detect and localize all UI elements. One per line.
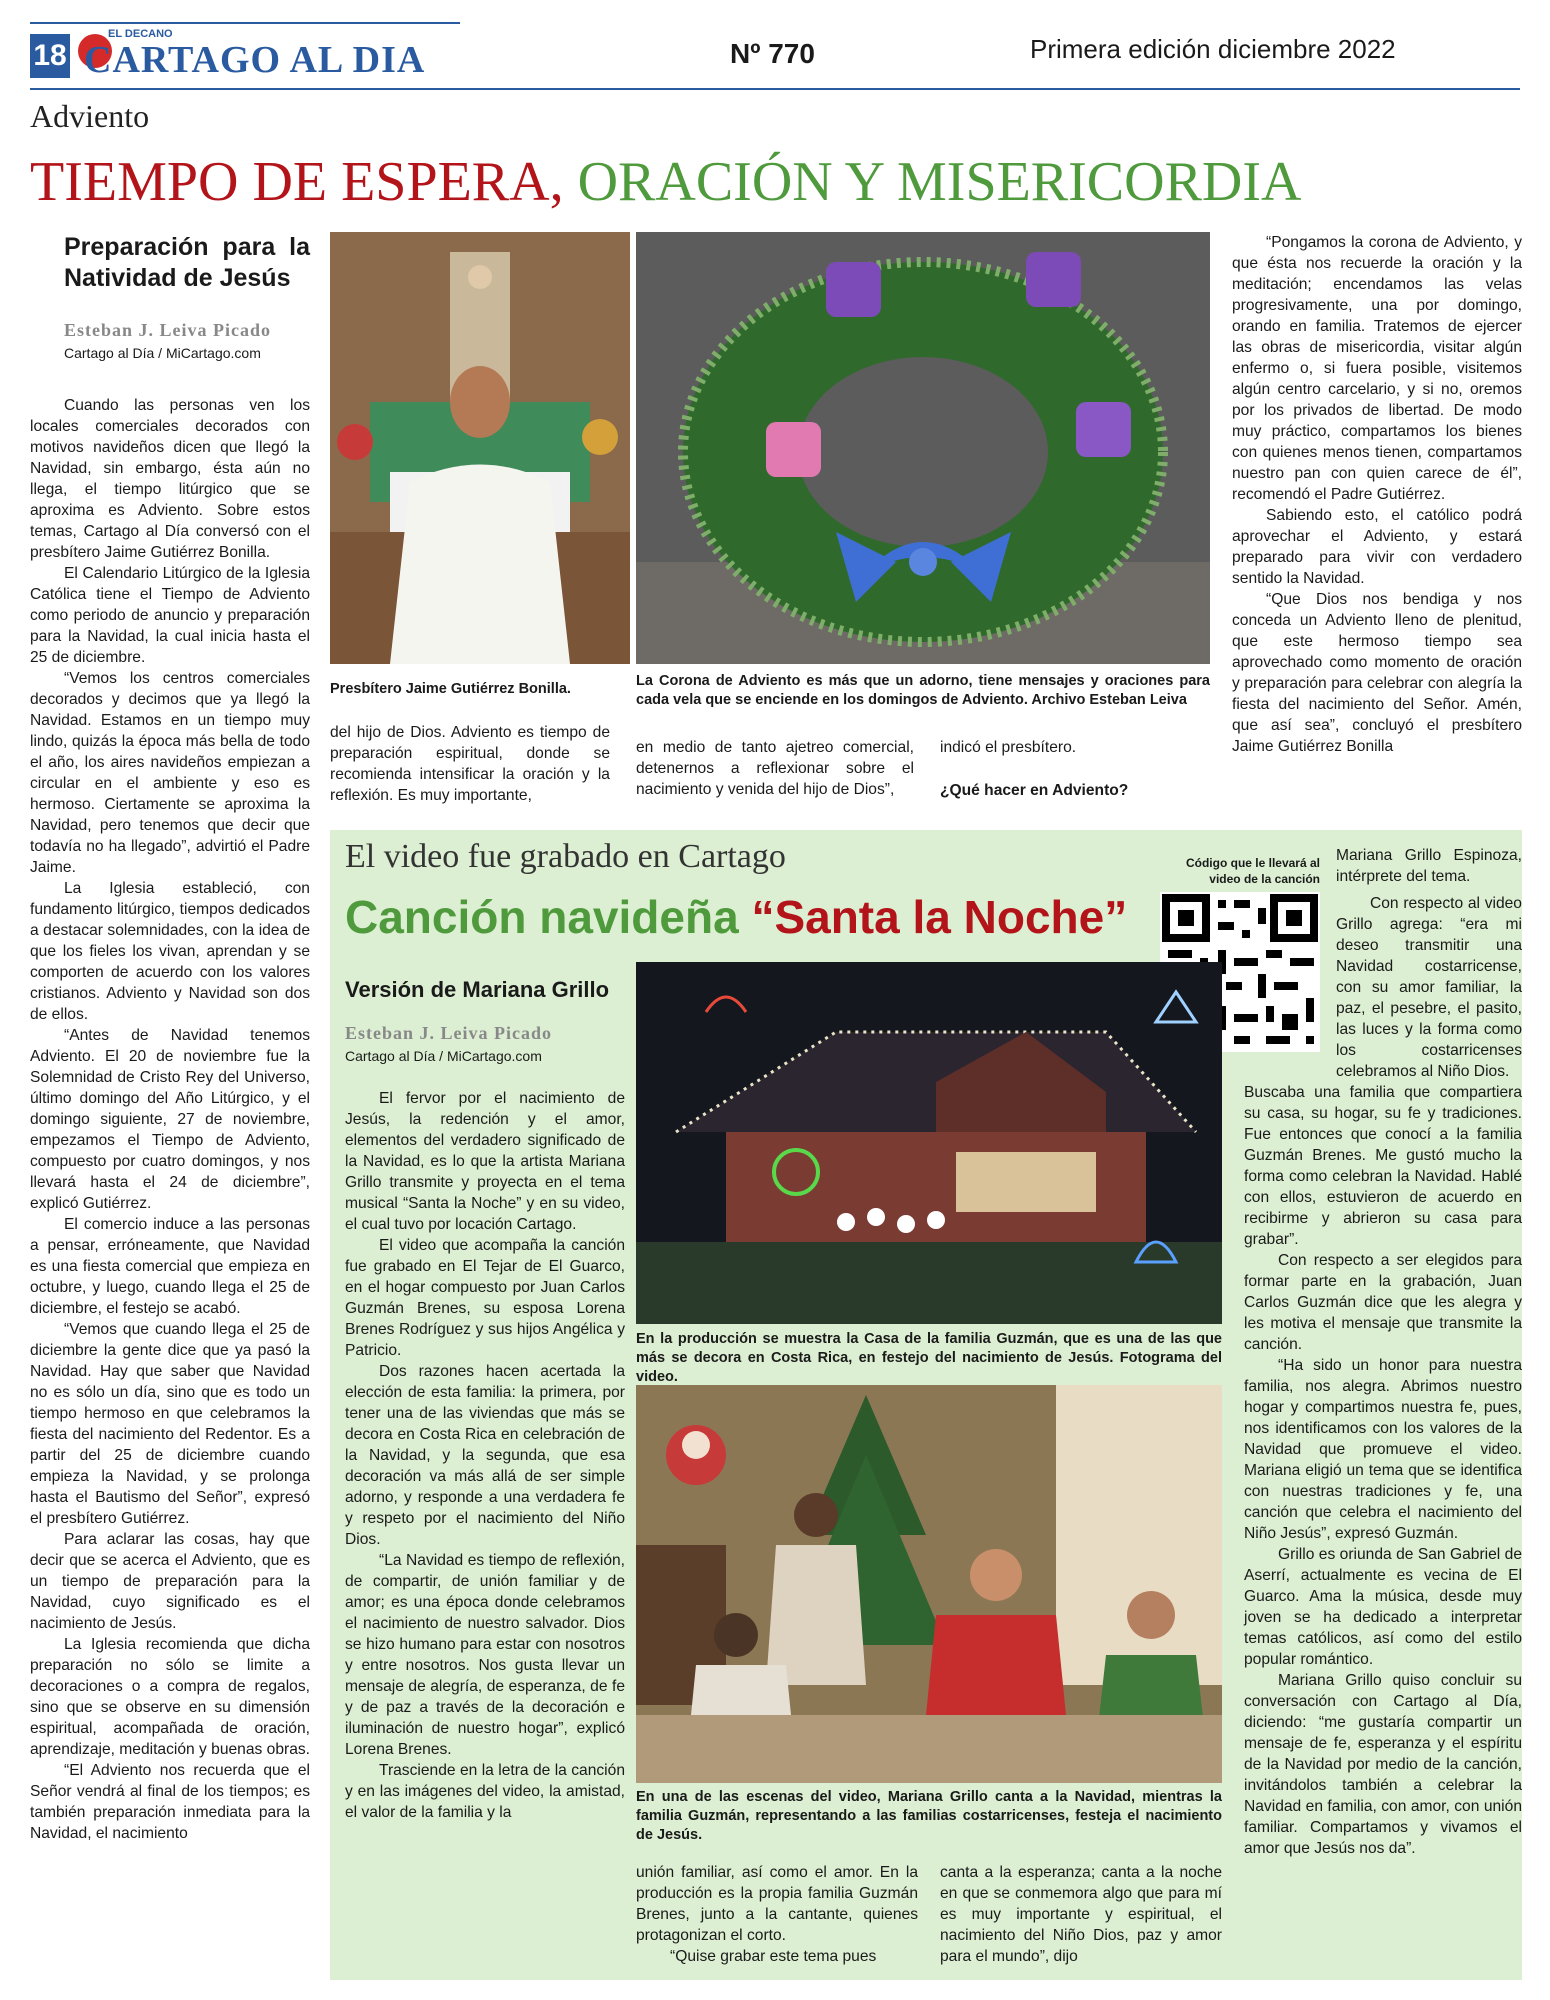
article2-col1-paragraph: El video que acompaña la canción fue grabado en El Tejar de El Guarco, en el hogar compuesto por Juan Carlos Guzmán Brenes, su esposa Lorena Brenes Rodríguez y sus hijos Angélica y Patricio. [345,1237,625,1359]
article1-col1-paragraph: La Iglesia recomienda que dicha preparación no sólo se limite a decoraciones o a compra de regalos, sino que se observe en su dimensión espiritual, acompañada de oración, aprendizaje, meditación y buenas obras. [30,1636,310,1758]
article2-col4-narrow [1336,893,1522,1082]
article2-author: Esteban J. Leiva Picado [345,1023,553,1043]
article1-col1 [30,232,310,1844]
header-rule [30,22,460,24]
headline-red: TIEMPO DE ESPERA, [30,151,564,213]
article1-col1-paragraph: Para aclarar las cosas, hay que decir que se acerca el Adviento, que es un tiempo de preparación para la Navidad, cuyo significado es el nacimiento de Jesús. [30,1531,310,1632]
article1-col1-paragraph: “Vemos que cuando llega el 25 de diciembre la gente dice que ya pasó la Navidad. Hay que saber que Navidad no es sólo un día, sino que es todo un tiempo hermoso en que celebramos la fiesta del nacimiento del Redentor. Es a partir del 25 de diciembre cuando empieza la Navidad, y se prolonga hasta el Bautismo del Señor”, expresó el presbítero Gutiérrez. [30,1321,310,1527]
article2-col4-paragraph: Buscaba una familia que compartiera su casa, su hogar, su fe y tradiciones. Fue entonces que conocí a la familia Guzmán Brenes. Me gustó mucho la forma como celebran la Navidad. Hablé con ellos, estuvieron de acuerdo en recibirme y abrieron su casa para grabar”. [1244,1084,1522,1248]
article2-col1-body [345,1088,625,1823]
page-headline [30,150,1301,214]
house-caption: En la producción se muestra la Casa de la familia Guzmán, que es una de las que más se decora en Costa Rica, en festejo del nacimiento de Jesús. Fotograma del video. [636,1331,1222,1385]
article1-col1-paragraph: El comercio induce a las personas a pensar, erróneamente, que Navidad es una fiesta comercial que empieza en octubre, y luego, cuando llega el 25 de diciembre, el festejo se acabó. [30,1216,310,1317]
article1-col4-subhead: ¿Qué hacer en Adviento? [940,782,1129,799]
decorated-house-photo [636,962,1222,1324]
article2-col2 [636,1862,918,1967]
article2-subhead: Versión de Mariana Grillo [345,977,610,1002]
article1-col2 [330,722,610,806]
article1-col1-paragraph: La Iglesia estableció, con fundamento litúrgico, tiempos dedicados a destacar solemnidades, con la idea de que los fieles los vivan, aprendan y se comporten de acuerdo con los valores cristianos. Adviento y Navidad son dos de ellos. [30,880,310,1023]
article2-col1-paragraph: El fervor por el nacimiento de Jesús, la redención y el amor, elementos del verdadero significado de la Navidad, es lo que la artista Mariana Grillo transmite y proyecta en el tema musical “Santa la Noche” y en su video, el cual tuvo por locación Cartago. [345,1090,625,1233]
article1-col4-text: indicó el presbítero. [940,739,1077,756]
header-divider [30,88,1520,90]
article2-col1 [345,975,625,1823]
article2-col4-paragraph: Mariana Grillo quiso concluir su conversación con Cartago al Día, diciendo: “me gustaría compartir un mensaje de fe, esperanza y el espíritu de la Navidad por medio de la canción, invitándolos también a celebrar la Navidad en familia, con amor, con unión familiar. Compartamos y vivamos el amor que Jesús nos da”. [1244,1672,1522,1857]
article2-title-green: Canción navideña [345,891,752,943]
article2-col4 [1244,1082,1522,1859]
article1-col5-paragraph: “Que Dios nos bendiga y nos conceda un Adviento lleno de plenitud, que este hermoso tiempo sea aprovechado como momento de oración y preparación para celebrar con alegría la fiesta del nacimiento del Señor. Amén, que así sea”, concluyó el presbítero Jaime Gutiérrez Bonilla [1232,591,1522,755]
article1-col5-body [1232,232,1522,757]
article2-col4-narrow-text: Con respecto al video Grillo agrega: “era mi deseo transmitir una Navidad costarricense, con su amor familiar, la paz, el pesebre, el pasito, las luces y la forma como los costarricenses celebramos al Niño Dios. [1336,895,1522,1080]
article1-col1-paragraph: Cuando las personas ven los locales comerciales decorados con motivos navideños dicen que llegó la Navidad, sin embargo, ésta aún no llega, el tiempo litúrgico que se aproxima es Adviento. Sobre estos temas, Cartago al Día conversó con el presbítero Jaime Gutiérrez Bonilla. [30,397,310,561]
family-caption: En una de las escenas del video, Mariana Grillo canta a la Navidad, mientras la familia Guzmán, representando a las familias costarricenses, festeja el nacimiento de Jesús. [636,1789,1222,1843]
qr-code-label: Código que le llevará al video de la canción [1185,856,1320,886]
page-number: 18 [30,34,70,78]
article1-body [30,395,310,1844]
article1-col1-paragraph: “Antes de Navidad tenemos Adviento. El 20 de noviembre fue la Solemnidad de Cristo Rey del Universo, último domingo del Año Litúrgico, y el domingo siguiente, 27 de noviembre, empezamos el Tiempo de Adviento, compuesto por cuatro domingos, y nos llevará hasta el 24 de diciembre”, explicó Gutiérrez. [30,1027,310,1212]
family-scene-photo [636,1385,1222,1783]
article1-col5-paragraph: Sabiendo esto, el católico podrá aprovechar el Adviento, y estará preparado para vivir con verdadero sentido la Navidad. [1232,507,1522,587]
wreath-caption: La Corona de Adviento es más que un adorno, tiene mensajes y oraciones para cada vela que se enciende en los domingos de Adviento. Archivo Esteban Leiva [636,673,1210,708]
article1-col2-text: del hijo de Dios. Adviento es tiempo de preparación espiritual, donde se recomienda intensificar la oración y la reflexión. Es muy importante, [330,724,610,804]
article2-col1-paragraph: Dos razones hacen acertada la elección de esta familia: la primera, por tener una de las viviendas que más se decora en Costa Rica en celebración de la Navidad, y la segunda, que esa decoración va más allá de ser simple adorno, y responde a una verdadera fe y respeto por el nacimiento del Niño Dios. [345,1363,625,1548]
article1-col3-text: en medio de tanto ajetreo comercial, detenernos a reflexionar sobre el nacimiento y venida del hijo de Dios”, [636,739,914,798]
article2-title [345,890,1127,944]
article2-title-red: “Santa la Noche” [751,891,1128,943]
article1-col3 [636,737,914,800]
article2-col2-body [636,1862,918,1967]
article2-col4-body [1244,1082,1522,1859]
article2-col4-top [1336,845,1522,887]
article2-col4-top-text: Mariana Grillo Espinoza, intérprete del tema. [1336,847,1522,885]
priest-caption: Presbítero Jaime Gutiérrez Bonilla. [330,681,571,697]
article1-col1-paragraph: El Calendario Litúrgico de la Iglesia Católica tiene el Tiempo de Adviento como periodo de anuncio y preparación para la Navidad, la cual inicia hasta el 25 de diciembre. [30,565,310,666]
article2-col2-paragraph: unión familiar, así como el amor. En la producción es la propia familia Guzmán Brenes, junto a la cantante, quienes protagonizan el corto. [636,1864,918,1944]
article2-outlet: Cartago al Día / MiCartago.com [345,1048,542,1064]
article1-col5-paragraph: “Pongamos la corona de Adviento, y que ésta nos recuerde la oración y la meditación; encendamos las velas progresivamente, una por domingo, orando en familia. Tratemos de ejercer las obras de misericordia, visitar algún enfermo o, si fuera posible, visitemos algún centro carcelario, y si no, oremos por los privados de libertad. De modo muy práctico, compartamos los bienes con quienes menos tienen, compartamos nuestro pan con quien carece de él”, recomendó el Padre Gutiérrez. [1232,234,1522,503]
article2-col1-paragraph: “La Navidad es tiempo de reflexión, de compartir, de unión familiar y de amor; es una época donde celebramos el nacimiento de nuestro salvador. Dios se hizo humano para estar con nosotros y entre nosotros. Nos gusta llevar un mensaje de alegría, de esperanza, de fe y de paz a través de la decoración e iluminación de nuestro hogar”, explicó Lorena Brenes. [345,1552,625,1758]
article2-col4-paragraph: Con respecto a ser elegidos para formar parte en la grabación, Juan Carlos Guzmán dice que les alegra y les motiva el mensaje que transmite la canción. [1244,1252,1522,1353]
edition-date: Primera edición diciembre 2022 [1030,34,1396,64]
article2-col3 [940,1862,1222,1967]
article2-col1-paragraph: Trasciende en la letra de la canción y en las imágenes del video, la amistad, el valor de la familia y la [345,1762,625,1821]
newspaper-logo: CARTAGO AL DIA [84,39,426,81]
article1-subhead: Preparación para la Natividad de Jesús [64,233,310,292]
article2-col4-paragraph: Grillo es oriunda de San Gabriel de Aserrí, actualmente es vecina de El Guarco. Ama la música, desde muy joven se ha dedicado a interpretar temas católicos, así como del estilo popular romántico. [1244,1546,1522,1668]
issue-number: Nº 770 [730,38,815,69]
article2-col4-paragraph: “Ha sido un honor para nuestra familia, nos alegra. Abrimos nuestro hogar y compartimos nuestra fe, pues, nos identificamos con los valores de la Navidad que promueve el video. Mariana eligió un tema que se identifica con nuestras tradiciones y fe, una canción que celebra el nacimiento del Niño Jesús”, expresó Guzmán. [1244,1357,1522,1542]
article1-outlet: Cartago al Día / MiCartago.com [64,345,261,361]
advent-wreath-photo [636,232,1210,664]
headline-green: ORACIÓN Y MISERICORDIA [563,151,1302,213]
article2-col3-text: canta a la esperanza; canta a la noche en que se conmemora algo que para mí es muy importante y espiritual, el nacimiento del Niño Dios, paz y amor para el mundo”, dijo [940,1864,1222,1965]
article2-kicker: El video fue grabado en Cartago [345,838,786,875]
priest-photo [330,232,630,664]
article1-col4 [928,737,1210,800]
article1-col1-paragraph: “Vemos los centros comerciales decorados y decimos que ya llegó la Navidad. Estamos en un tiempo muy lindo, quizás la época más bella de todo el año, los aires navideños empiezan a circular en el ambiente y eso es hermoso. Ciertamente se aproxima la Navidad, pero tenemos que decir que todavía no ha llegado”, advirtió el Padre Jaime. [30,670,310,876]
article1-author: Esteban J. Leiva Picado [64,320,272,340]
article1-col5 [1232,232,1522,757]
logo-tagline: EL DECANO [108,28,173,40]
article2-col2-paragraph: “Quise grabar este tema pues [670,1948,877,1965]
section-label: Adviento [30,98,150,134]
article1-col1-paragraph: “El Adviento nos recuerda que el Señor vendrá al final de los tiempos; es también preparación inmediata para la Navidad, el nacimiento [30,1762,310,1842]
